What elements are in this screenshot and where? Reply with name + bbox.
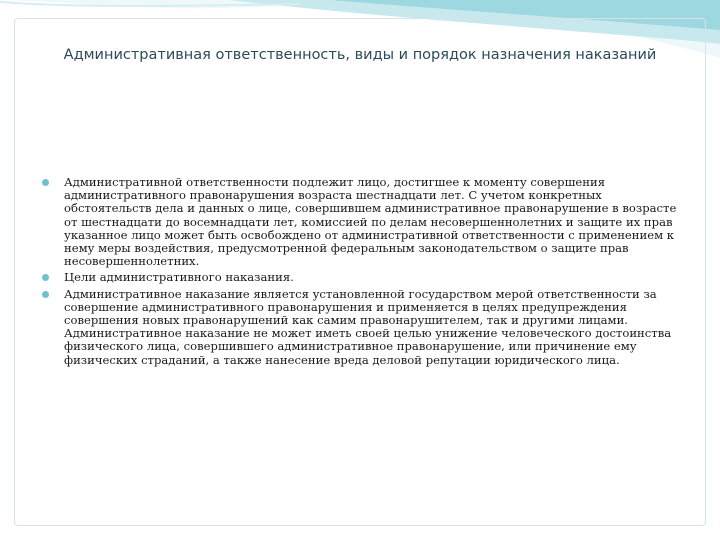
bullet-item-1	[40, 176, 680, 268]
slide-title: Административная ответственность, виды и порядок назначения наказаний	[63, 47, 657, 63]
bullet-text: Административное наказание является установленной государством мерой ответственности за совершение административного правонарушения и применяется в целях предупреждения совершения новых правонарушений как самим правонарушителем, так и другими лицами. Административное наказание не может иметь своей целью унижение человеческого достоинства физического лица, совершившего административное правонарушение, или причинение ему физических страданий, а также нанесение вреда деловой репутации юридического лица.	[64, 286, 672, 367]
bullet-dot-icon	[42, 179, 49, 186]
bullet-dot-icon	[42, 291, 49, 298]
bullet-list	[40, 176, 680, 370]
bullet-item-2	[40, 271, 680, 284]
bullet-text: Административной ответственности подлежит лицо, достигшее к моменту совершения административного правонарушения возраста шестнадцати лет. С учетом конкретных обстоятельств дела и данных о лице, совершившем административное правонарушение в возрасте от шестнадцати до восемнадцати лет, комиссией по делам несовершеннолетних и защите их прав указанное лицо может быть освобождено от административной ответственности с применением к нему меры воздействия, предусмотренной федеральным законодательством о защите прав несовершеннолетних.	[64, 175, 677, 269]
bullet-dot-icon	[42, 274, 49, 281]
bullet-text: Цели административного наказания.	[64, 270, 294, 285]
bullet-item-3	[40, 288, 680, 367]
